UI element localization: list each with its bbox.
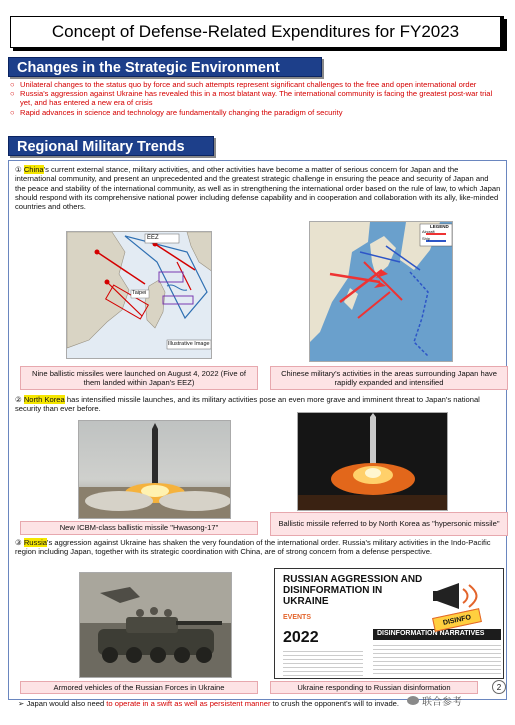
taipei-label: Taipei	[132, 290, 147, 296]
disinformation-poster	[274, 568, 504, 679]
list-item: ○ Rapid advances in science and technology are fundamentally changing the paradigm of security	[10, 107, 343, 117]
poster-events: EVENTS	[283, 614, 312, 621]
china-activity-map	[309, 221, 453, 362]
activity-map-graphic	[310, 222, 453, 362]
page-title-bar	[10, 16, 504, 48]
illustrative-image-label: Illustrative Image	[168, 341, 210, 347]
armored-caption: Armored vehicles of the Russian Forces in Ukraine	[20, 681, 258, 694]
missiles-caption: Nine ballistic missiles were launched on August 4, 2022 (Five of them landed within Japan's EEZ)	[20, 366, 258, 390]
poster-year: 2022	[283, 629, 319, 646]
footer-statement: ➢ Japan would also need to operate in a swift as well as persistent manner to crush the opponent's will to invade.	[18, 699, 400, 708]
russian-armored-vehicles-photo	[79, 572, 232, 678]
china-paragraph: ① China's current external stance, military activities, and other activities have become a matter of serious concern for Japan and the international community, and present an unprecedented and the greatest strategic challenge in ensuring the peace and security of Japan and the peace and stability of the international community, as well as in strengthening the international order based on the rule of law, to which Japan should respond with its comprehensive national power including defense capability and in cooperation and collaboration with its ally, like-minded countries and others.	[15, 165, 501, 212]
icbm-caption: New ICBM-class ballistic missile "Hwasong-17"	[20, 521, 258, 535]
eez-label: EEZ	[147, 235, 159, 241]
circle-bullet-icon: ○	[10, 107, 15, 117]
hwasong-17-photo	[78, 420, 231, 519]
circle-bullet-icon: ○	[10, 80, 15, 89]
regional-trends-heading: Regional Military Trends	[8, 136, 214, 156]
russia-paragraph: ③ Russia's aggression against Ukraine has shaken the very foundation of the international order. Russia's military activities in the Indo-Pacific region including Japan, together with its strategic coordination with China, are of strong concern from a defense perspective.	[15, 538, 491, 557]
list-item: ○ Russia's aggression against Ukraine has revealed this in a most blatant way. The international community is facing the greatest post-war trial yet, and has entered a new era of crisis	[10, 89, 493, 108]
poster-events-lines	[283, 651, 363, 677]
list-item: ○ Unilateral changes to the status quo by force and such attempts represent significant challenges to the free and open international order	[10, 80, 477, 89]
disinfo-badge: DISINFO	[432, 608, 482, 632]
north-korea-paragraph: ② North Korea has intensified missile launches, and its military activities pose an even more grave and imminent threat to Japan's national security than ever before.	[15, 395, 480, 414]
poster-title: RUSSIAN AGGRESSION AND DISINFORMATION IN UKRAINE	[283, 574, 423, 607]
activities-caption: Chinese military's activities in the areas surrounding Japan have rapidly expanded and intensified	[270, 366, 508, 390]
page-number: 2	[492, 680, 506, 694]
wechat-logo-icon	[407, 696, 419, 705]
strategic-environment-heading: Changes in the Strategic Environment	[8, 57, 322, 77]
watermark: 联合参考	[407, 693, 462, 708]
page-title: Concept of Defense-Related Expenditures for FY2023	[51, 22, 460, 41]
poster-narratives: DISINFORMATION NARRATIVES	[377, 630, 485, 637]
arrow-bullet-icon: ➢	[18, 699, 25, 708]
strategic-environment-list	[10, 80, 505, 117]
poster-narratives-lines	[373, 645, 501, 677]
russia-highlight: Russia	[23, 538, 48, 547]
north-korea-highlight: North Korea	[23, 395, 65, 404]
hypersonic-caption: Ballistic missile referred to by North Korea as "hypersonic missile"	[270, 512, 508, 536]
legend-aircraft: Aircraft	[422, 229, 435, 234]
china-highlight: China	[23, 165, 44, 174]
hypersonic-missile-photo	[297, 412, 448, 511]
legend-title: LEGEND	[430, 224, 449, 229]
ukraine-caption: Ukraine responding to Russian disinformation	[270, 681, 478, 694]
megaphone-icon	[431, 579, 491, 613]
legend-ship: Ship	[422, 236, 431, 241]
missile-trajectory-map	[66, 231, 212, 359]
circle-bullet-icon: ○	[10, 89, 15, 99]
